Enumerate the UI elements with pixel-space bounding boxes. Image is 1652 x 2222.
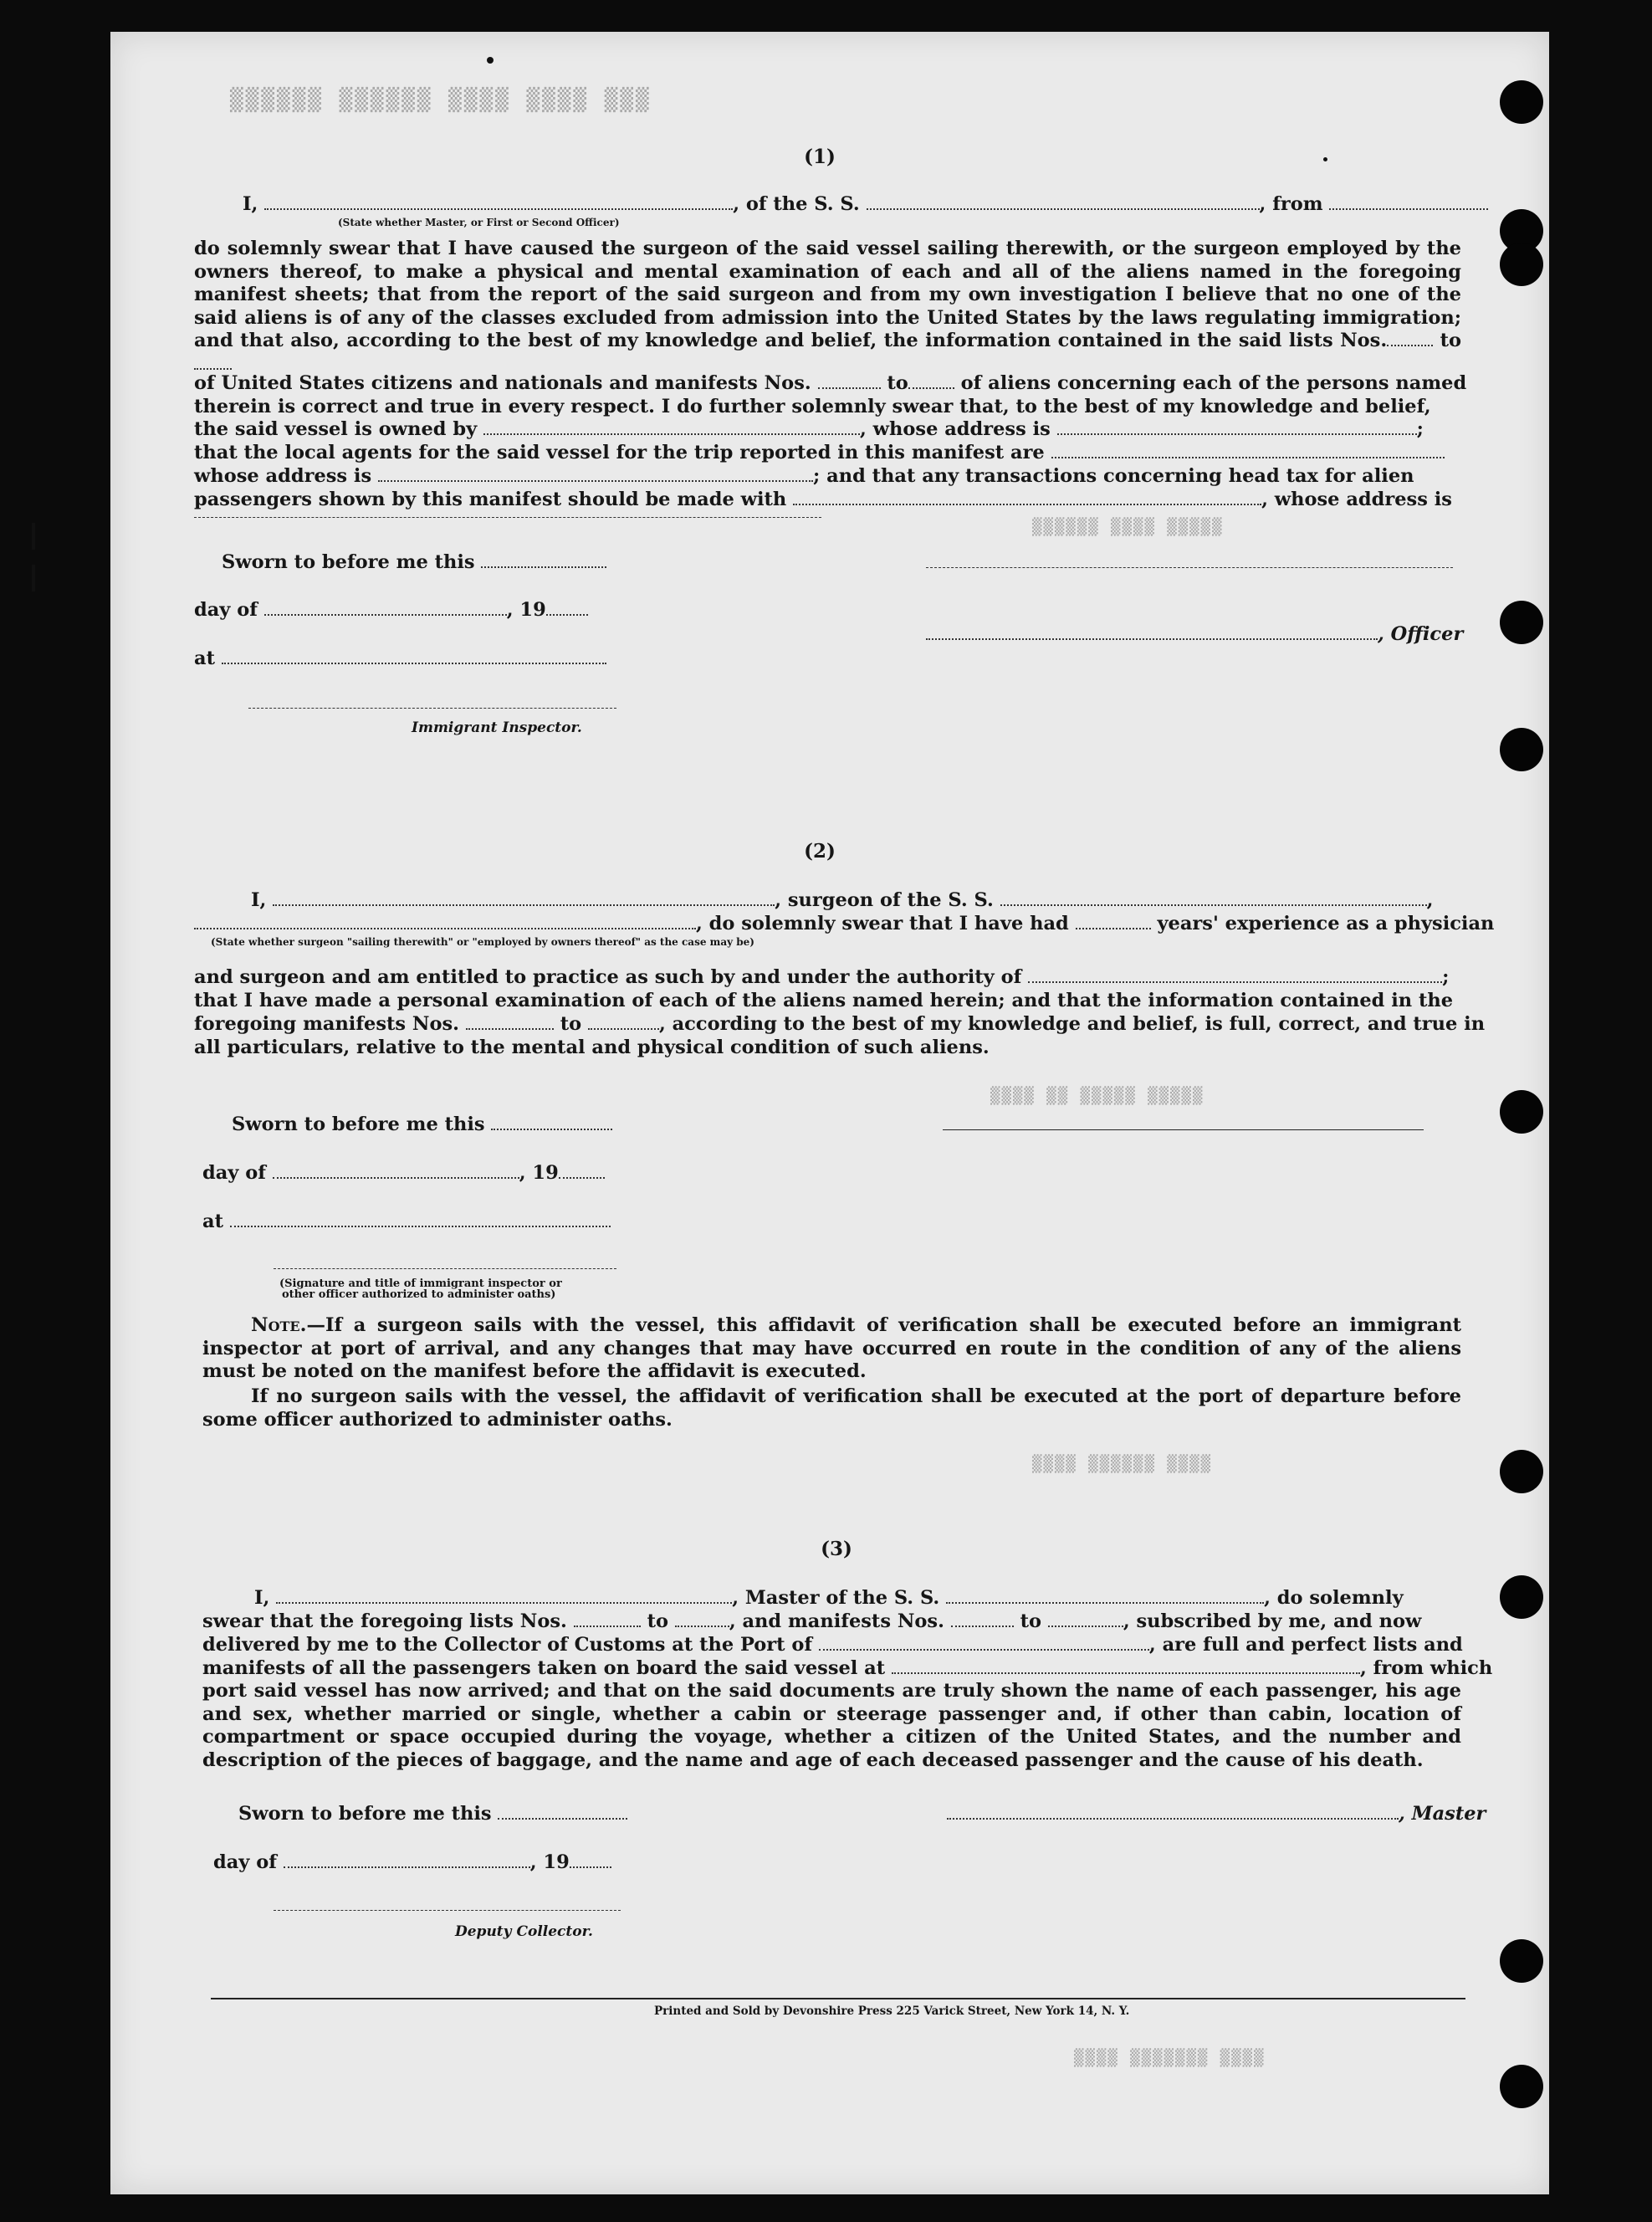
punch-hole [1500,1450,1543,1493]
s2-authority-text: and surgeon and am entitled to practice as such by and under the authority of [194,966,1022,988]
s1-officer-blank-2[interactable] [926,623,1378,640]
s2-authority-blank[interactable] [1028,966,1442,983]
s2-sig-note-2: other officer authorized to administer oaths) [282,1288,556,1301]
bleed-through: ▒▒▒▒▒ ▒▒▒▒ ▒▒▒▒▒▒ [1031,518,1222,536]
s2-note-2: If no surgeon sails with the vessel, the affidavit of verification shall be executed at the port of departure before some officer authorized to administer oaths. [202,1385,1461,1431]
s3-manifests-all: manifests of all the passengers taken on board the said vessel at [202,1657,886,1679]
s3-collector-line[interactable] [274,1910,621,1911]
s3-master-signature-blank[interactable] [947,1803,1399,1820]
s2-foregoing [194,1012,1485,1036]
s3-year-blank[interactable] [570,1851,611,1868]
s3-full-lists: , are full and perfect lists and [1148,1634,1463,1656]
punch-hole [1500,1575,1543,1619]
s1-of-ss: , of the S. S. [733,193,860,215]
s1-master-note: (State whether Master, or First or Second Officer) [338,217,620,228]
s2-at-text: at [202,1211,223,1232]
s2-note-label: Note. [251,1314,307,1336]
s3-lists-from-blank[interactable] [574,1610,641,1627]
s2-manifest-to-blank[interactable] [588,1013,659,1030]
s3-line-1 [254,1586,1404,1610]
s1-day-of [194,598,588,622]
edge-mark [32,523,35,550]
s2-sworn-text: Sworn to before me this [232,1114,485,1135]
s3-ship-blank[interactable] [946,1587,1264,1604]
s1-owner-blank[interactable] [483,418,860,435]
punch-hole [1500,80,1543,124]
s1-line-agents [194,441,1445,464]
s1-sworn-text: Sworn to before me this [222,551,475,573]
s1-inspector: Immigrant Inspector. [412,719,582,736]
ink-speck [1323,157,1327,161]
s1-sworn-blank[interactable] [481,551,606,568]
s3-manifest-to-blank[interactable] [1048,1610,1123,1627]
s2-sworn-blank[interactable] [491,1114,612,1130]
punch-hole [1500,2065,1543,2108]
s1-inspector-line[interactable] [248,708,616,709]
s1-line-owned: the said vessel is owned by , whose address is ; [194,418,1424,440]
s1-sworn [222,550,606,574]
s3-delivered: delivered by me to the Collector of Customs at the Port of [202,1634,813,1656]
s2-at [202,1210,611,1233]
s2-year: , 19 [519,1162,559,1184]
s1-day-blank[interactable] [264,599,507,616]
s2-at-blank[interactable] [230,1211,611,1227]
bleed-through: ▒▒▒▒ ▒▒▒▒▒▒ ▒▒▒▒ [1031,1455,1211,1473]
s2-year-blank[interactable] [559,1162,605,1179]
s1-paragraph [194,238,1461,376]
s2-personal: that I have made a personal examination of each of the aliens named herein; and that the information contained in the [194,990,1454,1011]
s3-master-name-blank[interactable] [276,1587,732,1604]
s1-paragraph-text: do solemnly swear that I have caused the surgeon of the said vessel sailing therewith, or the surgeon employed by the owners thereof, to make a physical and mental examination of each and all of the aliens named in the foregoing manifest sheets; that from the report of the said surgeon and from my own investigation I believe that no one of the said aliens is of any of the classes excluded from admission into the United States by the laws regulating immigration; and that also, according to the best of my knowledge and belief, the information contained in the said lists Nos. [194,238,1461,352]
s2-foregoing-text-2: , according to the best of my knowledge and belief, is full, correct, and true in [658,1013,1486,1035]
s1-manifest-to-blank[interactable] [908,372,954,389]
s2-note [202,1314,1461,1384]
s2-day-blank[interactable] [273,1162,519,1179]
s1-to: to [1440,330,1461,352]
s3-port-blank[interactable] [819,1634,1149,1651]
s3-line-3 [202,1633,1463,1656]
s1-line-1 [243,192,1488,216]
s2-authority: and surgeon and am entitled to practice as such by and under the authority of ; [194,966,1450,988]
s1-officer-blank[interactable] [264,193,733,210]
s2-foregoing-text: foregoing manifests Nos. [194,1013,459,1035]
s3-deputy: Deputy Collector. [455,1923,593,1940]
s1-year: , 19 [506,599,546,621]
s3-day-of-text: day of [213,1851,277,1873]
s1-lists-from-blank[interactable] [1387,330,1433,346]
s2-line-1: I, , surgeon of the S. S. , [251,889,1434,911]
s1-ship-blank[interactable] [867,193,1260,210]
s3-swear-to: to [647,1610,668,1632]
section-1-number: (1) [804,146,836,168]
s1-head-tax-blank[interactable] [793,489,1261,505]
s2-surgeon-note: (State whether surgeon "sailing therewith" or "employed by owners thereof" as the case may be) [211,936,754,948]
s1-local-agents: that the local agents for the said vessel for the trip reported in this manifest are [194,442,1045,463]
edge-mark [32,565,35,591]
s3-line-4 [202,1656,1492,1680]
s1-at-blank[interactable] [222,648,606,664]
s1-whose-address-3: , whose address is [1261,489,1452,510]
s2-sworn [232,1113,612,1136]
s1-owned-by: the said vessel is owned by [194,418,478,440]
punch-hole [1500,601,1543,644]
s2-swear: , do solemnly swear that I have had [696,913,1069,934]
s1-citizens-text: of United States citizens and nationals and manifests Nos. [194,372,811,394]
s3-sworn [238,1802,627,1825]
s1-whose-address-2: whose address is [194,465,372,487]
s1-officer-label: , Officer [1378,623,1464,645]
s3-day-blank[interactable] [284,1851,530,1868]
punch-hole [1500,728,1543,771]
punch-hole [1500,1090,1543,1134]
s2-years-blank[interactable] [1076,913,1151,929]
s1-officer-signature-line[interactable] [926,567,1453,568]
s1-from: , from [1259,193,1323,215]
s2-surgeon-name-blank[interactable] [273,889,775,906]
s2-note-text: —If a surgeon sails with the vessel, this affidavit of verification shall be executed before an immigrant inspector at port of arrival, and any changes that may have occurred en route in the condition of any of the aliens must be noted on the manifest before the affidavit is executed. [202,1314,1461,1383]
footer-rule [211,1998,1465,1999]
s3-swear-manifests: , and manifests Nos. [729,1610,944,1632]
s3-year: , 19 [529,1851,570,1873]
s1-passengers: passengers shown by this manifest should be made with [194,489,787,510]
s3-sworn-text: Sworn to before me this [238,1803,492,1825]
s2-particulars: all particulars, relative to the mental and physical condition of such aliens. [194,1037,990,1058]
s1-citizens-to: to [887,372,908,394]
s1-head-tax: ; and that any transactions concerning head tax for alien [813,465,1414,487]
s2-sailing-blank[interactable] [194,913,696,929]
s1-year-blank[interactable] [546,599,588,616]
s3-from-which: , from which [1360,1657,1493,1679]
s3-lists-to-blank[interactable] [675,1610,729,1627]
ink-speck [487,57,494,64]
s1-line-passengers [194,488,1452,511]
s1-officer-title [926,622,1463,646]
s3-master-label: , Master [1399,1803,1486,1825]
printer-credit: Printed and Sold by Devonshire Press 225 Varick Street, New York 14, N. Y. [654,2004,1130,2018]
bleed-through: ▒▒▒ ▒▒▒▒ ▒▒▒▒ ▒▒▒▒▒▒ ▒▒▒▒▒▒ [228,88,649,113]
s3-master-of: , Master of the S. S. [732,1587,940,1609]
s1-whose-address: , whose address is [860,418,1051,440]
bleed-through: ▒▒▒▒▒ ▒▒▒▒▒ ▒▒ ▒▒▒▒ [989,1087,1203,1105]
document-page [110,32,1549,2194]
s2-day-of [202,1161,605,1185]
bleed-through: ▒▒▒▒ ▒▒▒▒▒▒▒ ▒▒▒▒ [1072,2049,1264,2067]
s3-manifest-from-blank[interactable] [951,1610,1014,1627]
s1-line-correct: therein is correct and true in every respect. I do further solemnly swear that, to the best of my knowledge and belief, [194,396,1431,417]
s2-surgeon-of: , surgeon of the S. S. [775,889,994,911]
s1-citizens-text-2: of aliens concerning each of the persons named [960,372,1467,394]
s1-line-citizens [194,371,1466,395]
s2-surgeon-signature-line[interactable] [943,1129,1424,1130]
s1-address-line[interactable] [194,517,821,518]
s1-lists-to-blank[interactable] [194,353,232,370]
s1-at [194,647,606,670]
s2-line-2 [194,912,1494,935]
s1-at-text: at [194,648,215,669]
s2-ship-blank[interactable] [1000,889,1427,906]
s3-swear-to-2: to [1020,1610,1041,1632]
s2-sig-note-1: (Signature and title of immigrant inspector or [279,1277,562,1290]
s1-day-of-text: day of [194,599,258,621]
s2-i: I, [251,889,267,911]
s3-line-2 [202,1610,1421,1633]
s3-swear-subscribed: , subscribed by me, and now [1123,1610,1422,1632]
s2-years: years' experience as a physician [1157,913,1495,934]
s2-day-of-text: day of [202,1162,266,1184]
s1-agent-address-blank[interactable] [378,465,813,482]
s3-swear-text: swear that the foregoing lists Nos. [202,1610,567,1632]
s3-paragraph: port said vessel has now arrived; and that on the said documents are truly shown the name of each passenger, his age and sex, whether married or single, whether a cabin or steerage passenger and, if other than cabin, location of compartment or space occupied during the voyage, whether a citizen of the United States, and the number and description of the pieces of baggage, and the name and age of each deceased passenger and the cause of his death. [202,1680,1461,1771]
s1-line-agent-address [194,464,1414,488]
s3-master-sign [947,1802,1486,1825]
section-3-number: (3) [821,1538,852,1560]
s2-signature-line[interactable] [274,1268,616,1269]
punch-hole [1500,1939,1543,1983]
s1-owner-address-blank[interactable] [1057,418,1417,435]
s3-sworn-blank[interactable] [498,1803,627,1820]
s1-manifest-from-blank[interactable] [818,372,881,389]
s3-day-of [213,1851,611,1874]
s1-agents-blank[interactable] [1051,442,1445,458]
s3-i: I, [254,1587,270,1609]
s3-port-departure-blank[interactable] [892,1657,1360,1674]
s2-foregoing-to: to [560,1013,582,1035]
s1-i: I, [243,193,258,215]
section-2-number: (2) [804,840,836,863]
s2-manifest-from-blank[interactable] [466,1013,554,1030]
s1-from-blank[interactable] [1329,193,1488,210]
s3-do-solemnly: , do solemnly [1264,1587,1404,1609]
punch-hole [1500,243,1543,286]
